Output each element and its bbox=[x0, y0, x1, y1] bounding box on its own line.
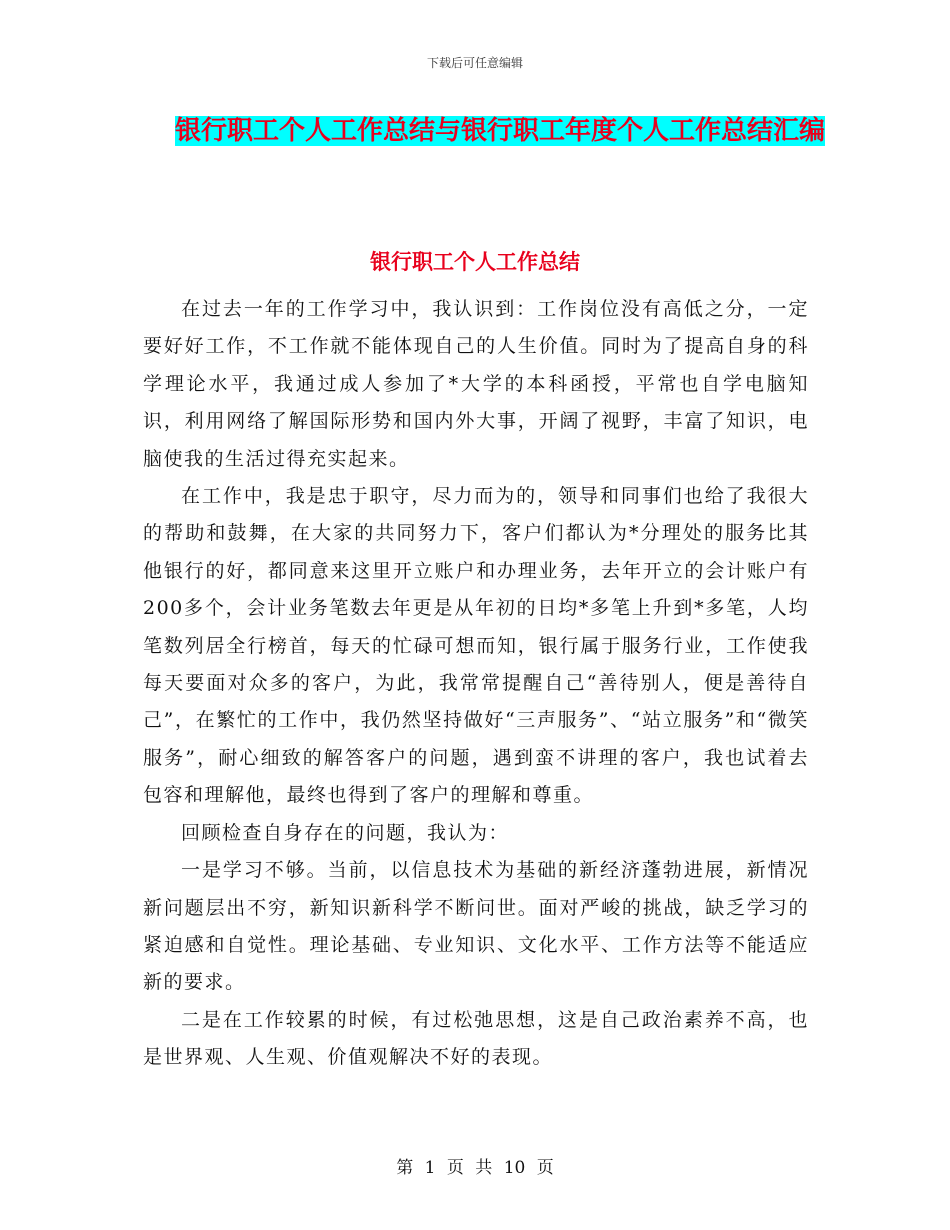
paragraph: 在工作中，我是忠于职守，尽力而为的，领导和同事们也给了我很大的帮助和鼓舞，在大家的共同努力下，客户们都认为*分理处的服务比其他银行的好，都同意来这里开立账户和办理业务，去年开立的会计账户有200多个，会计业务笔数去年更是从年初的日均*多笔上升到*多笔，人均笔数列居全行榜首，每天的忙碌可想而知，银行属于服务行业，工作使我每天要面对众多的客户，为此，我常常提醒自己“善待别人，便是善待自己”，在繁忙的工作中，我仍然坚持做好“三声服务”、“站立服务”和“微笑服务”，耐心细致的解答客户的问题，遇到蛮不讲理的客户，我也试着去包容和理解他，最终也得到了客户的理解和尊重。 bbox=[143, 485, 809, 807]
paragraph: 一是学习不够。当前，以信息技术为基础的新经济蓬勃进展，新情况新问题层出不穷，新知识新科学不断问世。面对严峻的挑战，缺乏学习的紧迫感和自觉性。理论基础、专业知识、文化水平、工作方法等不能适应新的要求。 bbox=[143, 859, 809, 994]
header-note: 下载后可任意编辑 bbox=[426, 56, 523, 70]
paragraph: 二是在工作较累的时候，有过松弛思想，这是自己政治素养不高，也是世界观、人生观、价值观解决不好的表现。 bbox=[143, 1008, 809, 1069]
document-title-text: 银行职工个人工作总结与银行职工年度个人工作总结汇编 bbox=[174, 116, 825, 146]
paragraph: 在过去一年的工作学习中，我认识到：工作岗位没有高低之分，一定要好好工作，不工作就不能体现自己的人生价值。同时为了提高自身的科学理论水平，我通过成人参加了*大学的本科函授，平常也自学电脑知识，利用网络了解国际形势和国内外大事，开阔了视野，丰富了知识，电脑使我的生活过得充实起来。 bbox=[143, 298, 809, 470]
paragraph: 回顾检查自身存在的问题，我认为： bbox=[181, 821, 510, 844]
document-title bbox=[120, 108, 880, 154]
page-footer: 第 1 页 共 10 页 bbox=[396, 1158, 554, 1178]
section-title: 银行职工个人工作总结 bbox=[370, 250, 580, 274]
document-body bbox=[143, 291, 809, 1077]
